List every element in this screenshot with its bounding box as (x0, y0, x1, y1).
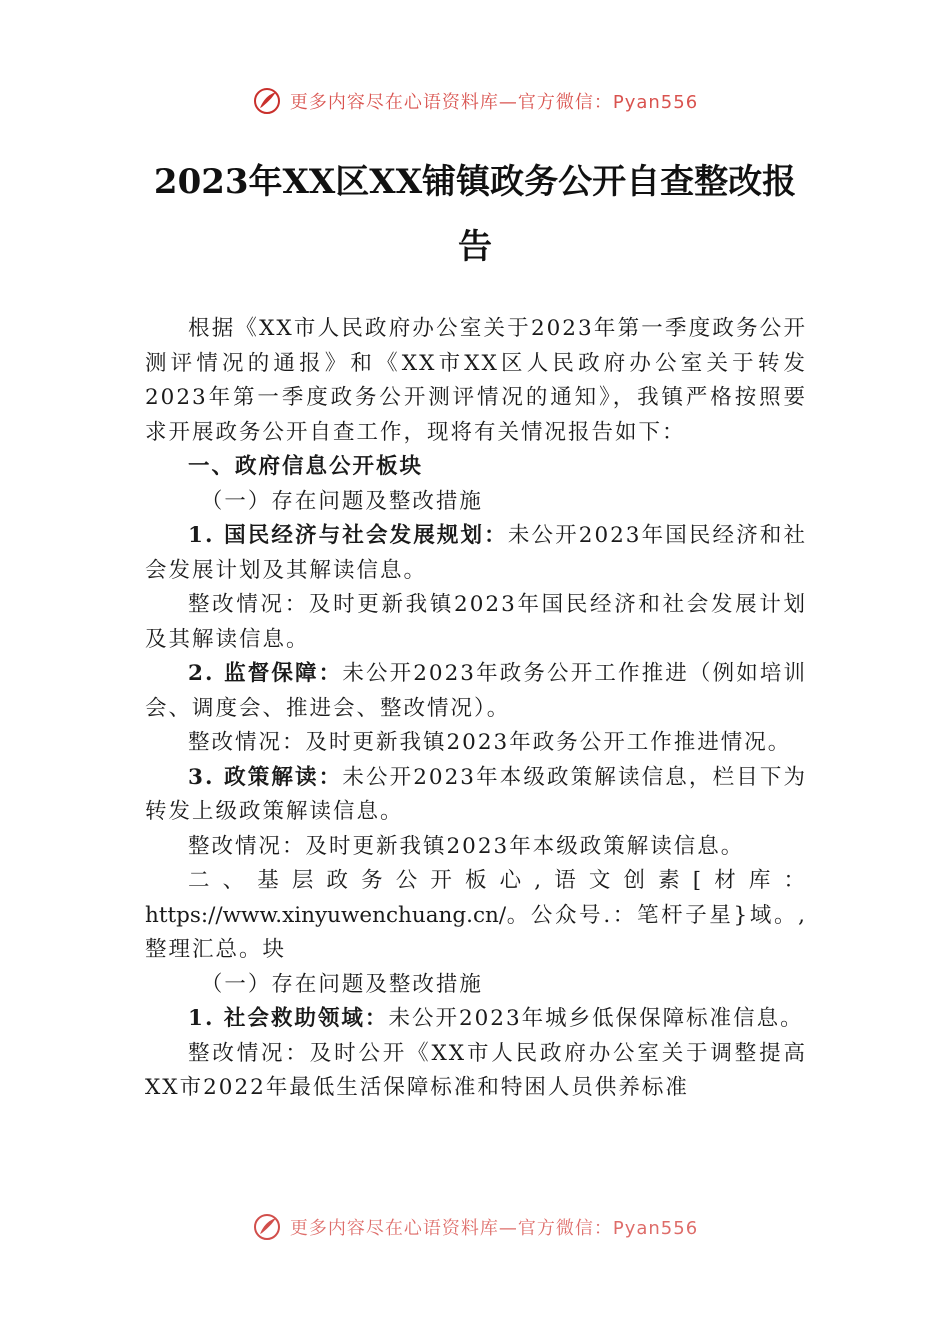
watermark-footer (0, 1212, 950, 1242)
item3-label: 3. 政策解读： (188, 764, 343, 790)
item3-fix: 整改情况：及时更新我镇2023年本级政策解读信息。 (188, 833, 745, 859)
document-body (145, 312, 807, 1106)
intro-paragraph: 根据《XX市人民政府办公室关于2023年第一季度政务公开测评情况的通报》和《XX市XX区人民政府办公室关于转发2023年第一季度政务公开测评情况的通知》，我镇严格按照要求开展政务公开自查工作，现将有关情况报告如下： (145, 316, 807, 445)
feather-logo-icon (252, 86, 282, 116)
item4-paragraph (145, 1002, 807, 1037)
document-title-line1: 2023年XX区XX铺镇政务公开自查整改报 (153, 162, 797, 202)
document-title-line2: 告 (458, 227, 492, 267)
item1-fix: 整改情况：及时更新我镇2023年国民经济和社会发展计划及其解读信息。 (145, 592, 807, 652)
section2-paragraph (145, 864, 807, 968)
item1-paragraph (145, 519, 807, 588)
section1-heading: 一、政府信息公开板块 (188, 454, 424, 479)
item1-text: 未公开2023年国民经济和社会发展计划及其解读信息。 (145, 523, 807, 583)
section2-text-a: 二、基层政务公开板心,语文创素[材库： (188, 868, 807, 893)
item4-fix: 整改情况：及时公开《XX市人民政府办公室关于调整提高XX市2022年最低生活保障标准和特困人员供养标准 (145, 1040, 807, 1100)
item2-label: 2. 监督保障： (188, 661, 343, 686)
feather-logo-icon (252, 1212, 282, 1242)
item2-paragraph (145, 657, 807, 726)
item2-fix: 整改情况：及时更新我镇2023年政务公开工作推进情况。 (188, 730, 792, 755)
item4-text: 未公开2023年城乡低保保障标准信息。 (388, 1006, 804, 1031)
item1-label: 1. 国民经济与社会发展规划： (188, 523, 508, 548)
section2-url: https://www.xinyuwenchuang.cn/ (145, 902, 507, 928)
item3-text: 未公开2023年本级政策解读信息，栏目下为转发上级政策解读信息。 (145, 764, 808, 824)
watermark-text-footer: 更多内容尽在心语资料库—官方微信：Pyan556 (289, 1218, 699, 1239)
watermark-text: 更多内容尽在心语资料库—官方微信：Pyan556 (289, 92, 699, 113)
item4-label: 1. 社会救助领域： (188, 1006, 389, 1031)
watermark-header (0, 86, 950, 116)
item2-text: 未公开2023年政务公开工作推进（例如培训会、调度会、推进会、整改情况）。 (145, 661, 808, 721)
section2-text-b: 。公众号.：笔杆子星}域。,整理汇总。块 (145, 902, 807, 962)
section1-subheading: （一）存在问题及整改措施 (200, 488, 483, 514)
section2-subheading: （一）存在问题及整改措施 (200, 971, 483, 997)
item3-paragraph (145, 761, 807, 830)
